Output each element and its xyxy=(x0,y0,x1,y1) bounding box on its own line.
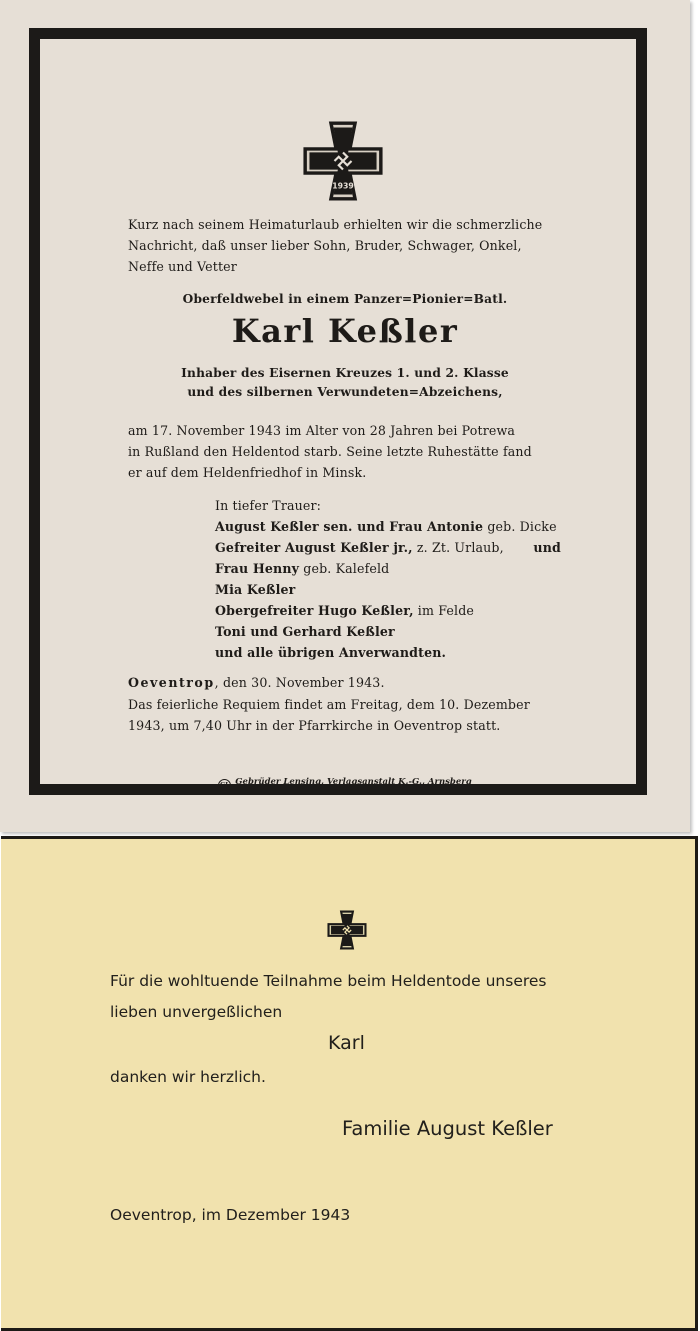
iron-cross-icon xyxy=(300,118,386,204)
mourner-wife-suffix: geb. Kalefeld xyxy=(299,561,390,576)
mourner-line-7: und alle übrigen Anverwandten. xyxy=(215,645,447,660)
cross-year: 1939 xyxy=(332,181,354,191)
intro-line-3: Neffe und Vetter xyxy=(128,259,237,274)
requiem-line-1: Das feierliche Requiem findet am Freitag, dem 10. Dezember xyxy=(128,697,530,712)
mourner-wife: Henny xyxy=(252,561,300,576)
honors-line-1: Inhaber des Eisernen Kreuzes 1. und 2. Klasse xyxy=(181,366,509,380)
mourner-and: und xyxy=(533,540,561,555)
mourner-hugo-suffix: im Felde xyxy=(413,603,475,618)
card-line-1: Für die wohltuende Teilnahme beim Heldentode unseres xyxy=(110,972,547,990)
card-name: Karl xyxy=(328,1032,365,1054)
mourner-brother-suffix: z. Zt. Urlaub, xyxy=(412,540,504,555)
mourner-parents-suffix: geb. Dicke xyxy=(483,519,557,534)
card-family: Familie August Keßler xyxy=(342,1117,553,1140)
honors-line-2: und des silbernen Verwundeten=Abzeichens, xyxy=(187,385,503,399)
iron-cross-small-icon xyxy=(326,909,368,951)
card-line-2: lieben unvergeßlichen xyxy=(110,1003,283,1021)
mourner-line-4: Mia Keßler xyxy=(215,582,296,597)
publisher-logo: GL xyxy=(218,779,231,792)
place-date xyxy=(128,675,385,690)
intro-line-2: Nachricht, daß unser lieber Sohn, Bruder, Schwager, Onkel, xyxy=(128,238,522,253)
mourner-brother: Gefreiter August Keßler jr., xyxy=(215,540,413,555)
mourning-intro: In tiefer Trauer: xyxy=(215,498,322,513)
card-thanks: danken wir herzlich. xyxy=(110,1068,266,1086)
place-date-rest: , den 30. November 1943. xyxy=(214,675,385,690)
rank-line: Oberfeldwebel in einem Panzer=Pionier=Batl. xyxy=(182,292,508,306)
mourner-hugo: Obergefreiter Hugo Keßler, xyxy=(215,603,414,618)
mourner-line-3 xyxy=(215,561,389,576)
mourner-line-5 xyxy=(215,603,474,618)
mourner-line-6: Toni und Gerhard Keßler xyxy=(215,624,395,639)
publisher-text: Gebrüder Lensing, Verlagsanstalt K.-G., Arnsberg xyxy=(235,777,472,787)
death-line-1: am 17. November 1943 im Alter von 28 Jahren bei Potrewa xyxy=(128,423,516,438)
mourner-wife-prefix: Frau xyxy=(215,561,253,576)
intro-line-1: Kurz nach seinem Heimaturlaub erhielten wir die schmerzliche xyxy=(128,217,543,232)
place-name: Oeventrop xyxy=(128,675,215,690)
death-line-3: er auf dem Heldenfriedhof in Minsk. xyxy=(128,465,367,480)
deceased-name: Karl Keßler xyxy=(231,312,459,350)
card-place-date: Oeventrop, im Dezember 1943 xyxy=(110,1206,351,1224)
publisher-imprint xyxy=(0,777,690,792)
mourner-line-2 xyxy=(215,540,561,555)
death-line-2: in Rußland den Heldentod starb. Seine letzte Ruhestätte fand xyxy=(128,444,532,459)
mourner-line-1 xyxy=(215,519,557,534)
mourner-parents: August Keßler sen. und Frau Antonie xyxy=(215,519,484,534)
requiem-line-2: 1943, um 7,40 Uhr in der Pfarrkirche in Oeventrop statt. xyxy=(128,718,501,733)
